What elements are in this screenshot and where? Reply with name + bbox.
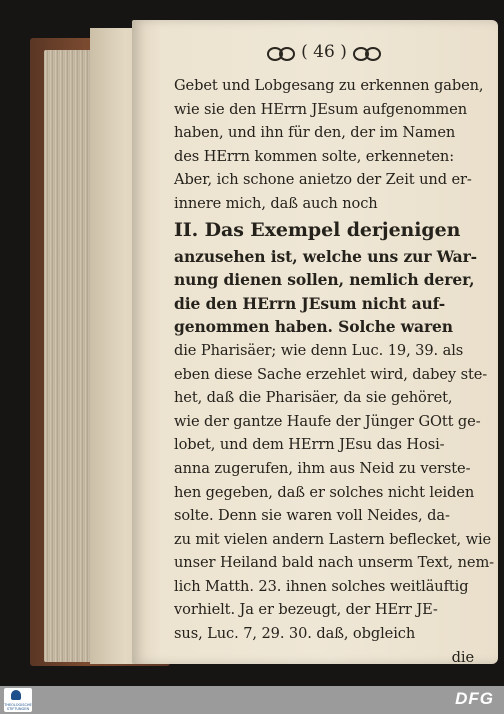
text-line: solte. Denn sie waren voll Neides, da-	[174, 507, 450, 525]
text-line: anna zugerufen, ihm aus Neid zu verste-	[174, 459, 471, 477]
text-line: sus, Luc. 7, 29. 30. daß, obgleich	[174, 625, 416, 643]
text-line: het, daß die Pharisäer, da sie gehöret,	[174, 389, 453, 407]
page-text	[174, 74, 495, 669]
dfg-logo[interactable]: DFG	[455, 689, 494, 708]
text-line: lich Matth. 23. ihnen solches weitläuftig	[174, 577, 469, 595]
viewer-footer-bar	[0, 686, 504, 714]
emphasis-line: die den HErrn JEsum nicht auf-	[174, 293, 446, 313]
ornament-right-icon	[353, 45, 381, 59]
text-line: innere mich, daß auch noch	[174, 194, 378, 212]
section-heading: II. Das Exempel derjenigen	[174, 218, 461, 241]
library-building-icon	[11, 690, 21, 700]
emphasis-line: genommen haben. Solche waren	[174, 317, 453, 337]
text-line: lobet, und dem HErrn JEsu das Hosi-	[174, 436, 445, 454]
text-line: hen gegeben, daß er solches nicht leiden	[174, 483, 475, 501]
text-line: vorhielt. Ja er bezeugt, der HErr JE-	[174, 601, 438, 619]
text-line: wie sie den HErrn JEsum aufgenommen	[174, 100, 467, 118]
text-line: des HErrn kommen solte, erkenneten:	[174, 147, 455, 165]
text-line: eben diese Sache erzehlet wird, dabey ste-	[174, 365, 488, 383]
text-line: unser Heiland bald nach unserm Text, nem-	[174, 554, 495, 572]
catchword: die	[451, 648, 474, 666]
text-line: zu mit vielen andern Lastern beflecket, wie	[174, 530, 492, 548]
text-line: haben, und ihn für den, der im Namen	[174, 124, 456, 142]
emphasis-line: anzusehen ist, welche uns zur War-	[174, 246, 477, 266]
page-header	[254, 40, 394, 64]
page-number: ( 46 )	[301, 42, 347, 62]
library-badge-label: THEOLOGISCHE STIFTUNGEN	[4, 703, 32, 711]
text-line: wie der gantze Haufe der Jünger GOtt ge-	[174, 412, 481, 430]
text-line: Gebet und Lobgesang zu erkennen gaben,	[174, 77, 484, 94]
text-line: die Pharisäer; wie denn Luc. 19, 39. als	[174, 341, 464, 359]
text-line: Aber, ich schone anietzo der Zeit und er-	[174, 171, 472, 189]
emphasis-line: nung dienen sollen, nemlich derer,	[174, 270, 475, 290]
ornament-left-icon	[267, 45, 295, 59]
